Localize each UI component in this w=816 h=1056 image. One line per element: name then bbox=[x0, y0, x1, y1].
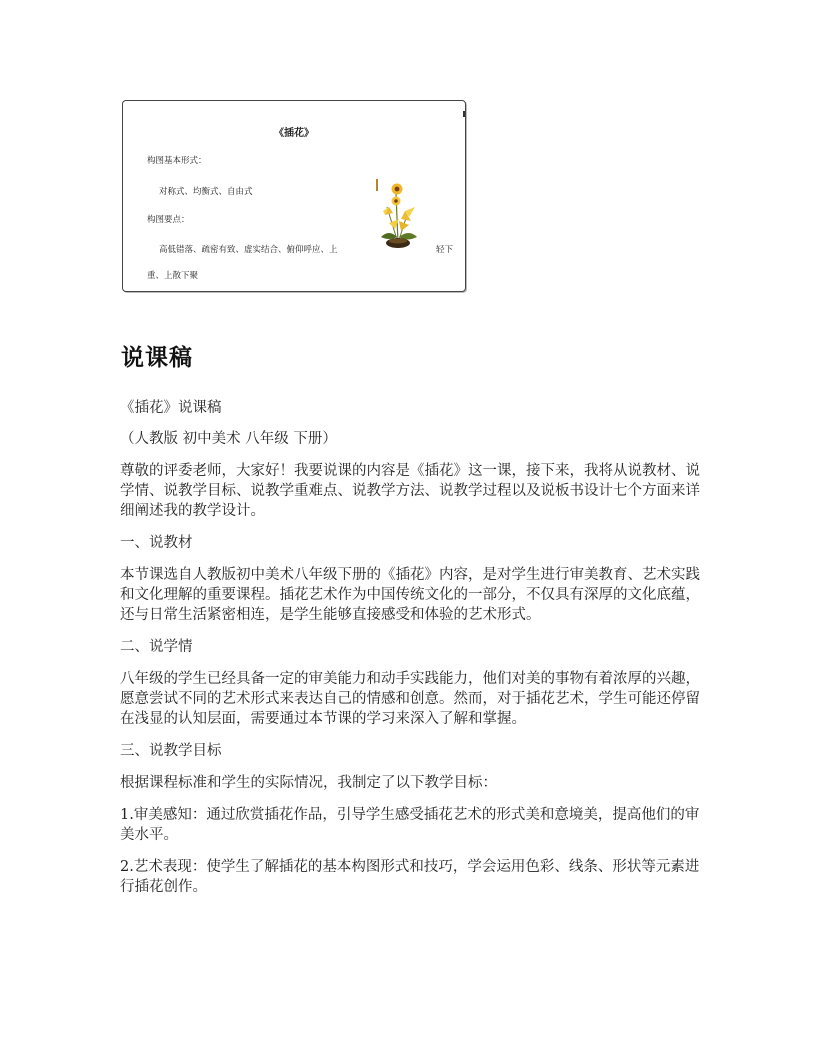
document-body bbox=[117, 340, 709, 897]
slide-line-points-text-end: 轻下 bbox=[436, 245, 454, 255]
slide-line-points-heading: 构图要点： bbox=[147, 215, 190, 225]
slide-line-form-types: 对称式、均衡式、自由式 bbox=[159, 187, 253, 197]
goal-item-1: 1.审美感知：通过欣赏插花作品，引导学生感受插花艺术的形式美和意境美，提高他们的审美水平。 bbox=[120, 807, 700, 843]
section-heading-goals: 三、说教学目标 bbox=[120, 743, 222, 759]
slide-line-points-text-cont: 重、上散下聚 bbox=[147, 271, 199, 281]
textbook-paragraph: 本节课选自人教版初中美术八年级下册的《插花》内容，是对学生进行审美教育、艺术实践和文化理解的重要课程。插花艺术作为中国传统文化的一部分，不仅具有深厚的文化底蕴，还与日常生活紧密相连，是学生能够直接感受和体验的艺术形式。 bbox=[120, 567, 700, 623]
section-heading-textbook: 一、说教材 bbox=[120, 535, 193, 551]
goals-intro-paragraph: 根据课程标准和学生的实际情况，我制定了以下教学目标： bbox=[120, 775, 497, 791]
students-paragraph: 八年级的学生已经具备一定的审美能力和动手实践能力，他们对美的事物有着浓厚的兴趣，愿意尝试不同的艺术形式来表达自己的情感和创意。然而，对于插花艺术，学生可能还停留在浅显的认知层面，需要通过本节课的学习来深入了解和掌握。 bbox=[120, 671, 700, 727]
doc-subtitle: 《插花》说课稿 bbox=[120, 400, 222, 416]
section-heading-students: 二、说学情 bbox=[120, 639, 193, 655]
slide-edge-marker bbox=[463, 111, 465, 117]
slide-line-points-text: 高低错落、疏密有致、虚实结合、俯仰呼应、上 bbox=[159, 245, 338, 255]
slide-line-form-heading: 构图基本形式： bbox=[147, 156, 207, 166]
slide-title: 《插花》 bbox=[274, 128, 314, 139]
flower-arrangement-image bbox=[375, 177, 421, 251]
doc-edition: （人教版 初中美术 八年级 下册） bbox=[120, 431, 337, 447]
document-heading: 说课稿 bbox=[121, 345, 193, 371]
doc-intro-paragraph: 尊敬的评委老师，大家好！我要说课的内容是《插花》这一课，接下来，我将从说教材、说学情、说教学目标、说教学重难点、说教学方法、说教学过程以及说板书设计七个方面来详细阐述我的教学设计。 bbox=[120, 463, 700, 519]
goal-item-2: 2.艺术表现：使学生了解插花的基本构图形式和技巧，学会运用色彩、线条、形状等元素进行插花创作。 bbox=[120, 859, 700, 895]
slide-thumbnail bbox=[122, 100, 466, 292]
